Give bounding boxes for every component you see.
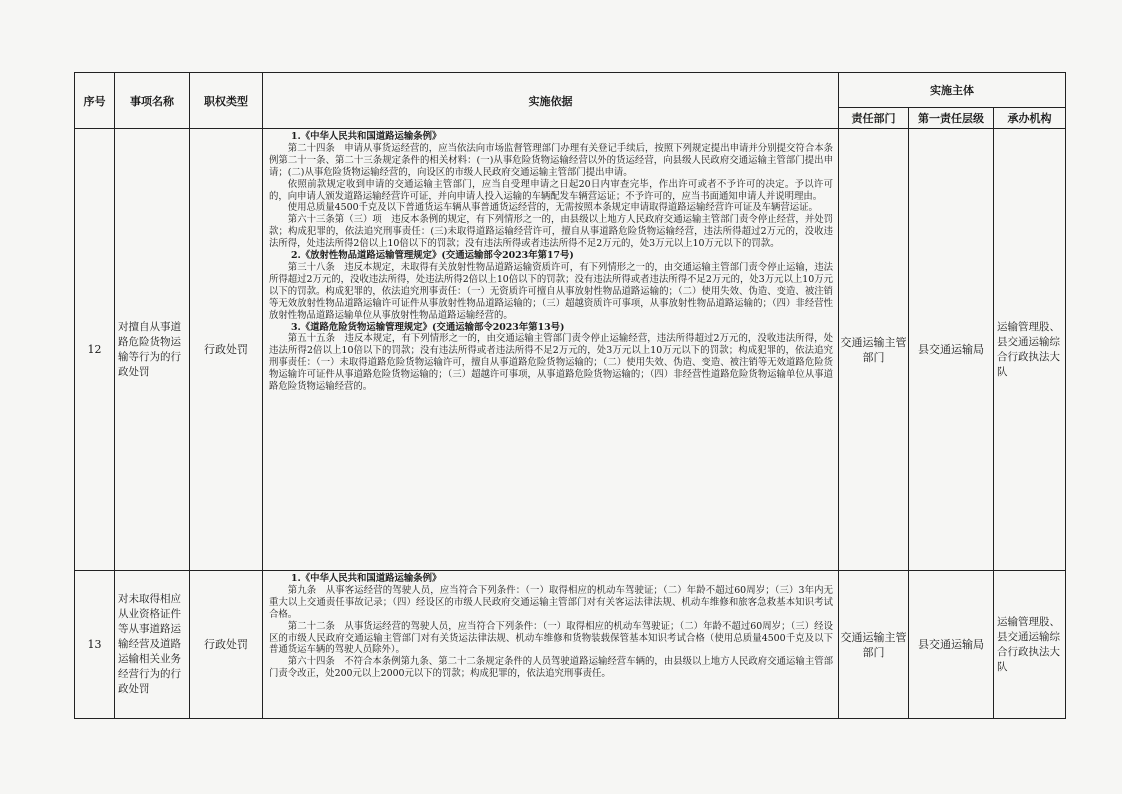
row-basis bbox=[263, 571, 839, 719]
header-row-1 bbox=[75, 73, 1066, 108]
basis-paragraph: 使用总质量4500千克及以下普通货运车辆从事普通货运经营的，无需按照本条规定申请取得道路运输经营许可证及车辆营运证。 bbox=[287, 202, 818, 214]
table-row bbox=[75, 571, 1066, 719]
header-item-name: 事项名称 bbox=[115, 73, 190, 129]
basis-title: 1.《中华人民共和国道路运输条例》 bbox=[291, 573, 442, 584]
header-subject: 实施主体 bbox=[839, 73, 1066, 108]
basis-paragraph: 第五十五条 违反本规定，有下列情形之一的，由交通运输主管部门责令停止运输经营，违法所得超过2万元的，没收违法所得，处违法所得2倍以上10倍以下的罚款；没有违法所得或者违法所得不足2万元的，处3万元以上10万元以下的罚款；构成犯罪的，依法追究刑事责任：（一）未取得道路危险货物运输许可，擅自从事道路危险货物运输的；（二）使用失效、伪造、变造、被注销等无效道路危险货物运输许可证件从事道路危险货物运输的；（三）超越许可事项，从事道路危险货物运输的；（四）非经营性道路危险货物运输单位从事道路危险货物运输经营的。 bbox=[269, 333, 833, 393]
basis-paragraph: 第二十二条 从事货运经营的驾驶人员，应当符合下列条件：（一）取得相应的机动车驾驶证；（二）年龄不超过60周岁；（三）经设区的市级人民政府交通运输主管部门对有关货运法律法规、机动车维修和货物装载保管基本知识考试合格（使用总质量4500千克及以下普通货运车辆的驾驶人员除外）。 bbox=[269, 620, 833, 656]
basis-title: 1.《中华人民共和国道路运输条例》 bbox=[291, 131, 442, 142]
basis-paragraph: 第三十八条 违反本规定，未取得有关放射性物品道路运输资质许可，有下列情形之一的，由交通运输主管部门责令停止运输，违法所得超过2万元的，没收违法所得，处违法所得2倍以上10倍以下的罚款；没有违法所得或者违法所得不足2万元的，处3万元以上10万元以下的罚款。构成犯罪的，依法追究刑事责任：（一）无资质许可擅自从事放射性物品道路运输的；（二）使用失效、伪造、变造、被注销等无效放射性物品道路运输许可证件从事放射性物品道路运输的；（三）超越资质许可事项，从事放射性物品道路运输的；（四）非经营性放射性物品道路运输单位从事放射性物品道路运输经营的。 bbox=[269, 261, 833, 321]
row-org: 运输管理股、县交通运输综合行政执法大队 bbox=[994, 571, 1066, 719]
basis-title: 2.《放射性物品道路运输管理规定》(交通运输部令2023年第17号) bbox=[291, 250, 574, 262]
row-org: 运输管理股、县交通运输综合行政执法大队 bbox=[994, 129, 1066, 571]
row-level: 县交通运输局 bbox=[909, 571, 994, 719]
header-level: 第一责任层级 bbox=[909, 108, 994, 129]
enforcement-table bbox=[74, 72, 1066, 719]
row-basis bbox=[263, 129, 839, 571]
row-dept: 交通运输主管部门 bbox=[839, 571, 909, 719]
row-seq: 13 bbox=[75, 571, 115, 719]
row-power-type: 行政处罚 bbox=[190, 129, 263, 571]
row-dept: 交通运输主管部门 bbox=[839, 129, 909, 571]
basis-paragraph: 依照前款规定收到申请的交通运输主管部门，应当自受理申请之日起20日内审查完毕，作出许可或者不予许可的决定。予以许可的，向申请人颁发道路运输经营许可证，并向申请人投入运输的车辆配发车辆营运证；不予许可的，应当书面通知申请人并说明理由。 bbox=[269, 178, 833, 202]
row-power-type: 行政处罚 bbox=[190, 571, 263, 719]
header-org: 承办机构 bbox=[994, 108, 1066, 129]
header-seq: 序号 bbox=[75, 73, 115, 129]
header-power-type: 职权类型 bbox=[190, 73, 263, 129]
row-seq: 12 bbox=[75, 129, 115, 571]
basis-paragraph: 第九条 从事客运经营的驾驶人员，应当符合下列条件：（一）取得相应的机动车驾驶证；（二）年龄不超过60周岁；（三）3年内无重大以上交通责任事故记录；（四）经设区的市级人民政府交通运输主管部门对有关客运法律法规、机动车维修和旅客急救基本知识考试合格。 bbox=[269, 584, 833, 620]
row-level: 县交通运输局 bbox=[909, 129, 994, 571]
row-item-name: 对擅自从事道路危险货物运输等行为的行政处罚 bbox=[115, 129, 190, 571]
basis-paragraph: 第六十四条 不符合本条例第九条、第二十二条规定条件的人员驾驶道路运输经营车辆的，由县级以上地方人民政府交通运输主管部门责令改正，处200元以上2000元以下的罚款；构成犯罪的，依法追究刑事责任。 bbox=[269, 656, 833, 680]
row-item-name: 对未取得相应从业资格证件等从事道路运输经营及道路运输相关业务经营行为的行政处罚 bbox=[115, 571, 190, 719]
basis-paragraph: 第六十三条第（三）项 违反本条例的规定，有下列情形之一的，由县级以上地方人民政府交通运输主管部门责令停止经营，并处罚款；构成犯罪的，依法追究刑事责任：(三)未取得道路运输经营许可，擅自从事道路危险货物运输经营，违法所得超过2万元的，没收违法所得，处违法所得2倍以上10倍以下的罚款；没有违法所得或者违法所得不足2万元的，处3万元以上10万元以下的罚款。 bbox=[269, 214, 833, 250]
header-dept: 责任部门 bbox=[839, 108, 909, 129]
basis-title: 3.《道路危险货物运输管理规定》(交通运输部令2023年第13号) bbox=[291, 321, 565, 333]
basis-paragraph: 第二十四条 申请从事货运经营的，应当依法向市场监督管理部门办理有关登记手续后，按照下列规定提出申请并分别提交符合本条例第二十一条、第二十三条规定条件的相关材料：(一)从事危险货物运输经营以外的货运经营，向县级人民政府交通运输主管部门提出申请；(二)从事危险货物运输经营的，向设区的市级人民政府交通运输主管部门提出申请。 bbox=[269, 142, 833, 178]
table-row bbox=[75, 129, 1066, 571]
header-basis: 实施依据 bbox=[263, 73, 839, 129]
